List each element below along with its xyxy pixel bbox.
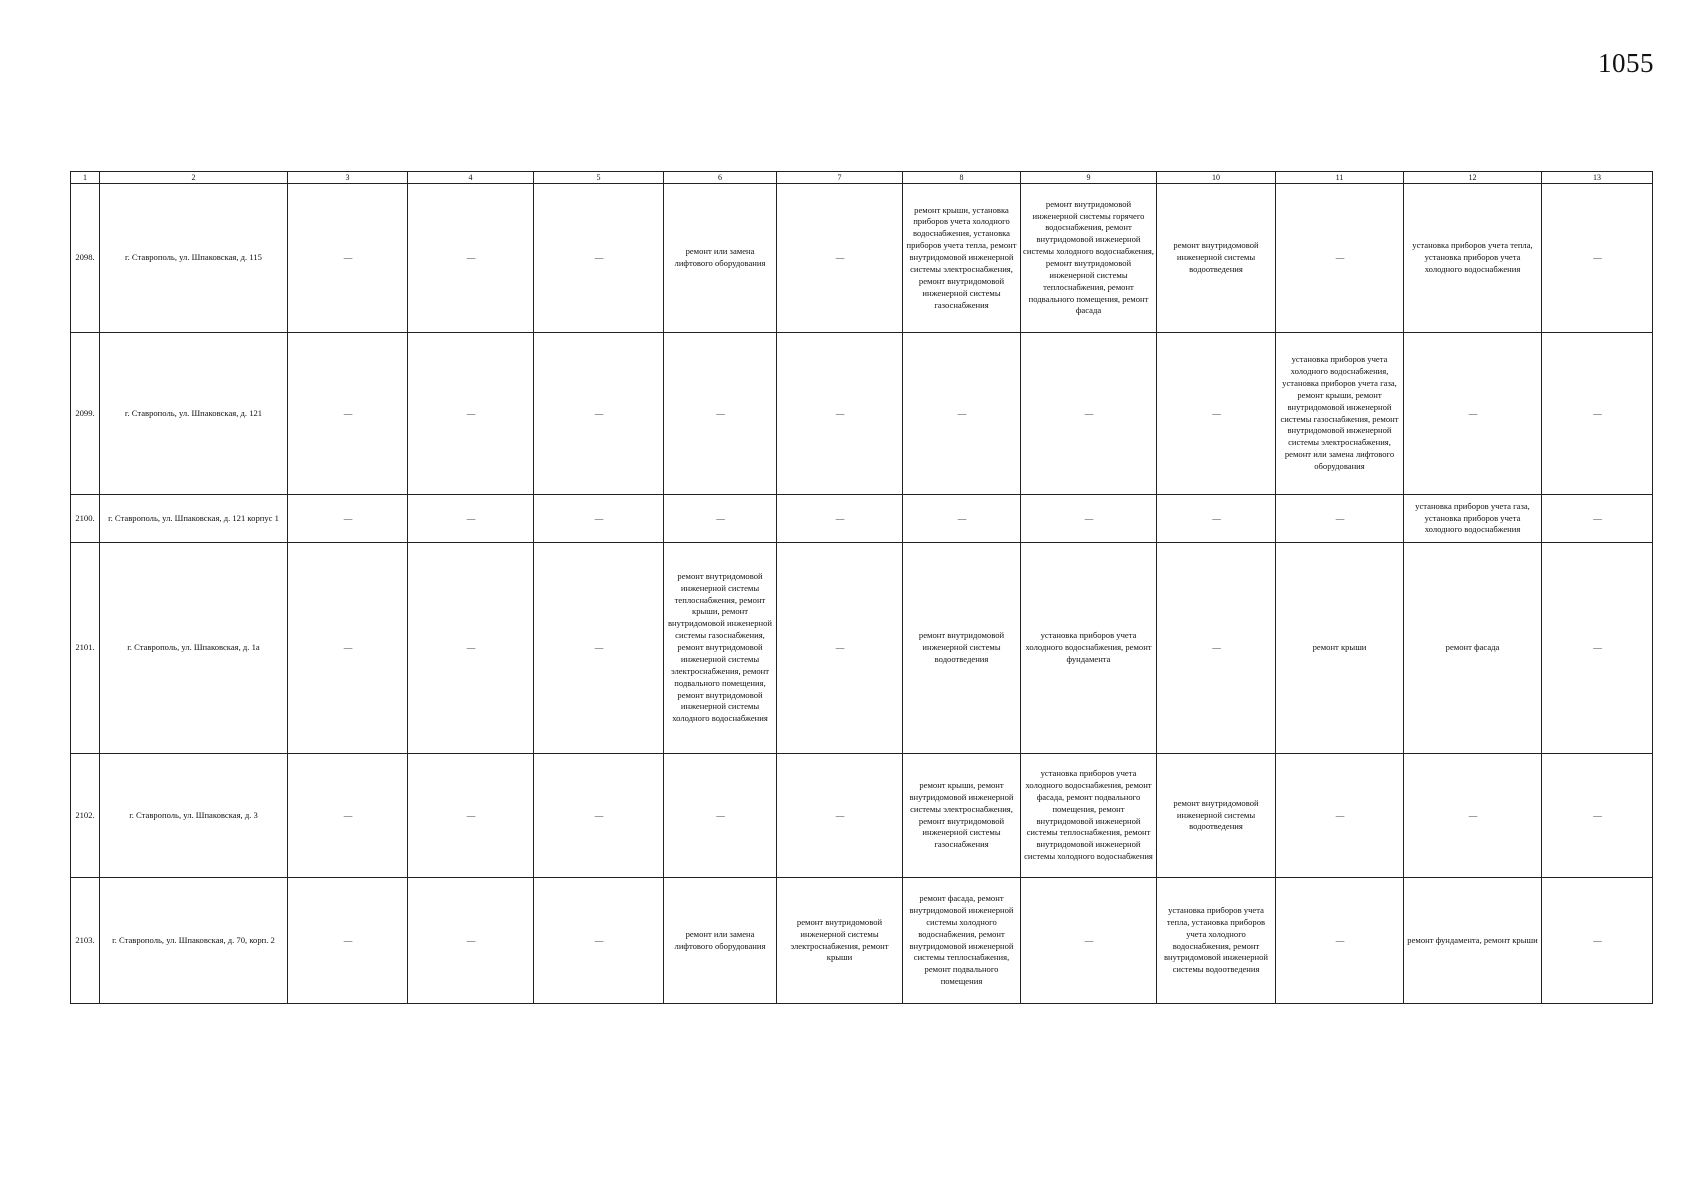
table-cell: — <box>1157 333 1276 495</box>
table-cell: установка приборов учета холодного водоснабжения, ремонт фундамента <box>1021 543 1157 754</box>
address-cell: г. Ставрополь, ул. Шпаковская, д. 121 корпус 1 <box>100 495 288 543</box>
table-cell: — <box>1157 543 1276 754</box>
table-cell: — <box>534 543 664 754</box>
table-cell: установка приборов учета газа, установка приборов учета холодного водоснабжения <box>1404 495 1542 543</box>
table-cell: — <box>1021 495 1157 543</box>
row-number: 2102. <box>71 754 100 878</box>
table-cell: — <box>534 495 664 543</box>
column-header: 6 <box>664 172 777 184</box>
table-cell: — <box>534 184 664 333</box>
column-header: 5 <box>534 172 664 184</box>
table-cell: — <box>777 495 903 543</box>
table-cell: ремонт фасада <box>1404 543 1542 754</box>
table-cell: — <box>1542 495 1653 543</box>
table-cell: — <box>1021 333 1157 495</box>
column-number-row <box>71 172 1653 184</box>
table-cell: — <box>408 184 534 333</box>
table-cell: ремонт крыши, установка приборов учета холодного водоснабжения, установка приборов учета тепла, ремонт внутридомовой инженерной системы электроснабжения, ремонт внутридомовой инженерной системы газоснабжения <box>903 184 1021 333</box>
table-cell: — <box>664 333 777 495</box>
row-number: 2101. <box>71 543 100 754</box>
table-cell: — <box>903 495 1021 543</box>
table-cell: — <box>664 495 777 543</box>
column-header: 1 <box>71 172 100 184</box>
table-cell: — <box>288 495 408 543</box>
table-row <box>71 878 1653 1004</box>
address-cell: г. Ставрополь, ул. Шпаковская, д. 70, корп. 2 <box>100 878 288 1004</box>
table-cell: — <box>1542 333 1653 495</box>
table-cell: установка приборов учета холодного водоснабжения, ремонт фасада, ремонт подвального помещения, ремонт внутридомовой инженерной системы теплоснабжения, ремонт внутридомовой инженерной системы холодного водоснабжения <box>1021 754 1157 878</box>
table-cell: — <box>288 543 408 754</box>
table-cell: — <box>1404 754 1542 878</box>
address-cell: г. Ставрополь, ул. Шпаковская, д. 115 <box>100 184 288 333</box>
table-cell: — <box>777 184 903 333</box>
table-cell: — <box>534 754 664 878</box>
table-cell: — <box>1404 333 1542 495</box>
table-cell: — <box>288 333 408 495</box>
table-cell: ремонт внутридомовой инженерной системы водоотведения <box>1157 754 1276 878</box>
column-header: 13 <box>1542 172 1653 184</box>
table-cell: ремонт внутридомовой инженерной системы теплоснабжения, ремонт крыши, ремонт внутридомовой инженерной системы газоснабжения, ремонт внутридомовой инженерной системы электроснабжения, ремонт подвального помещения, ремонт внутридомовой инженерной системы холодного водоснабжения <box>664 543 777 754</box>
table-cell: — <box>534 333 664 495</box>
table-cell: — <box>1157 495 1276 543</box>
table-row <box>71 754 1653 878</box>
table-cell: ремонт фасада, ремонт внутридомовой инженерной системы холодного водоснабжения, ремонт внутридомовой инженерной системы теплоснабжения, ремонт подвального помещения <box>903 878 1021 1004</box>
table-cell: — <box>1276 184 1404 333</box>
table-cell: — <box>408 333 534 495</box>
table-cell: установка приборов учета холодного водоснабжения, установка приборов учета газа, ремонт крыши, ремонт внутридомовой инженерной системы газоснабжения, ремонт внутридомовой инженерной системы электроснабжения, ремонт или замена лифтового оборудования <box>1276 333 1404 495</box>
table-cell: — <box>288 878 408 1004</box>
table-cell: ремонт или замена лифтового оборудования <box>664 184 777 333</box>
table-cell: ремонт крыши, ремонт внутридомовой инженерной системы электроснабжения, ремонт внутридомовой инженерной системы газоснабжения <box>903 754 1021 878</box>
page-number: 1055 <box>1598 48 1654 78</box>
table-cell: — <box>777 754 903 878</box>
table-cell: — <box>408 543 534 754</box>
table-cell: — <box>1542 754 1653 878</box>
column-header: 12 <box>1404 172 1542 184</box>
row-number: 2098. <box>71 184 100 333</box>
row-number: 2103. <box>71 878 100 1004</box>
table-cell: — <box>1542 184 1653 333</box>
table-row <box>71 495 1653 543</box>
table-cell: установка приборов учета тепла, установка приборов учета холодного водоснабжения <box>1404 184 1542 333</box>
table-cell: ремонт внутридомовой инженерной системы электроснабжения, ремонт крыши <box>777 878 903 1004</box>
column-header: 11 <box>1276 172 1404 184</box>
table-row <box>71 184 1653 333</box>
table-cell: — <box>288 184 408 333</box>
table-cell: — <box>408 754 534 878</box>
table-cell: — <box>1542 543 1653 754</box>
column-header: 9 <box>1021 172 1157 184</box>
table-cell: ремонт внутридомовой инженерной системы водоотведения <box>1157 184 1276 333</box>
table-cell: ремонт внутридомовой инженерной системы водоотведения <box>903 543 1021 754</box>
column-header: 3 <box>288 172 408 184</box>
table-cell: ремонт внутридомовой инженерной системы горячего водоснабжения, ремонт внутридомовой инженерной системы холодного водоснабжения, ремонт внутридомовой инженерной системы теплоснабжения, ремонт подвального помещения, ремонт фасада <box>1021 184 1157 333</box>
address-cell: г. Ставрополь, ул. Шпаковская, д. 121 <box>100 333 288 495</box>
table-cell: — <box>1021 878 1157 1004</box>
table-cell: — <box>1542 878 1653 1004</box>
address-cell: г. Ставрополь, ул. Шпаковская, д. 1а <box>100 543 288 754</box>
table-cell: ремонт фундамента, ремонт крыши <box>1404 878 1542 1004</box>
column-header: 2 <box>100 172 288 184</box>
table-cell: — <box>1276 495 1404 543</box>
table-cell: — <box>1276 878 1404 1004</box>
table-cell: ремонт или замена лифтового оборудования <box>664 878 777 1004</box>
row-number: 2100. <box>71 495 100 543</box>
table-cell: — <box>777 333 903 495</box>
address-cell: г. Ставрополь, ул. Шпаковская, д. 3 <box>100 754 288 878</box>
table-cell: — <box>903 333 1021 495</box>
table-cell: — <box>777 543 903 754</box>
table-cell: — <box>288 754 408 878</box>
table-cell: — <box>408 878 534 1004</box>
column-header: 4 <box>408 172 534 184</box>
column-header: 7 <box>777 172 903 184</box>
row-number: 2099. <box>71 333 100 495</box>
table-cell: — <box>534 878 664 1004</box>
table-row <box>71 543 1653 754</box>
table-row <box>71 333 1653 495</box>
column-header: 8 <box>903 172 1021 184</box>
table-cell: ремонт крыши <box>1276 543 1404 754</box>
table-cell: — <box>1276 754 1404 878</box>
table-cell: — <box>408 495 534 543</box>
table-cell: установка приборов учета тепла, установка приборов учета холодного водоснабжения, ремонт внутридомовой инженерной системы водоотведения <box>1157 878 1276 1004</box>
table-cell: — <box>664 754 777 878</box>
repair-schedule-table <box>70 171 1653 1004</box>
column-header: 10 <box>1157 172 1276 184</box>
